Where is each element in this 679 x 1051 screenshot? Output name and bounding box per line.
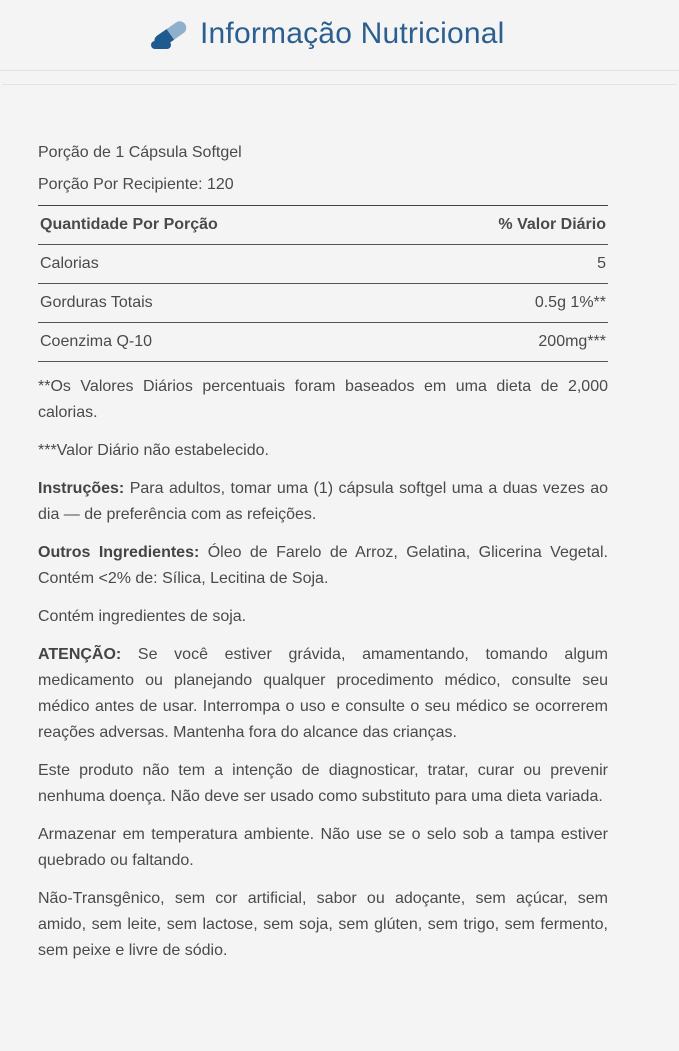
warning-text: Se você estiver grávida, amamentando, tomando algum medicamento ou planejando qualquer procedimento médico, consulte seu médico antes de usar. Interrompa o uso e consulte o seu médico se ocorrerem reações adversas. Mantenha fora do alcance das crianças.: [38, 646, 608, 741]
storage-instructions: Armazenar em temperatura ambiente. Não use se o selo sob a tampa estiver quebrado ou faltando.: [38, 826, 608, 869]
table-header-amount: Quantidade Por Porção: [38, 206, 391, 245]
other-ingredients: [38, 540, 608, 592]
instructions-label: Instruções:: [38, 480, 125, 497]
page-title: Informação Nutricional: [200, 17, 505, 50]
disclaimer: Este produto não tem a intenção de diagnosticar, tratar, curar ou prevenir nenhuma doença. Não deve ser usado como substituto para uma dieta variada.: [38, 762, 608, 805]
table-row: [38, 245, 608, 284]
nutrition-table: [38, 205, 608, 362]
soy-notice: Contém ingredientes de soja.: [38, 608, 247, 625]
free-from-list: Não-Transgênico, sem cor artificial, sabor ou adoçante, sem açúcar, sem amido, sem leite, sem lactose, sem soja, sem glúten, sem trigo, sem fermento, sem peixe e livre de sódio.: [38, 890, 608, 959]
table-row: [38, 323, 608, 362]
warning-label: ATENÇÃO:: [38, 646, 122, 663]
table-header-row: [38, 206, 608, 245]
instructions-text: Para adultos, tomar uma (1) cápsula softgel uma a duas vezes ao dia — de preferência com as refeições.: [38, 480, 608, 523]
nutrient-value: 200mg***: [391, 323, 608, 362]
instructions: [38, 476, 608, 528]
nutrient-name: Coenzima Q-10: [38, 323, 391, 362]
nutrient-value: 5: [391, 245, 608, 284]
nutrition-content: [38, 137, 608, 964]
table-row: [38, 284, 608, 323]
table-header-daily-value: % Valor Diário: [391, 206, 608, 245]
ingredients-text: Óleo de Farelo de Arroz, Gelatina, Glicerina Vegetal. Contém <2% de: Sílica, Lecitina de Soja.: [38, 544, 609, 587]
not-established-note: ***Valor Diário não estabelecido.: [38, 442, 269, 459]
section-header: [0, 0, 679, 71]
nutrient-name: Calorias: [38, 245, 391, 284]
nutrition-panel: [2, 84, 677, 1048]
nutrient-value: 0.5g 1%**: [391, 284, 608, 323]
ingredients-label: Outros Ingredientes:: [38, 544, 200, 561]
daily-values-note: **Os Valores Diários percentuais foram baseados em uma dieta de 2,000 calorias.: [38, 378, 608, 421]
nutrient-name: Gorduras Totais: [38, 284, 391, 323]
pill-capsule-icon: [148, 16, 192, 52]
header-title-group: [148, 14, 505, 54]
serving-size: Porção de 1 Cápsula Softgel: [38, 144, 242, 161]
warning: [38, 642, 608, 746]
servings-per-container: Porção Por Recipiente: 120: [38, 176, 234, 193]
